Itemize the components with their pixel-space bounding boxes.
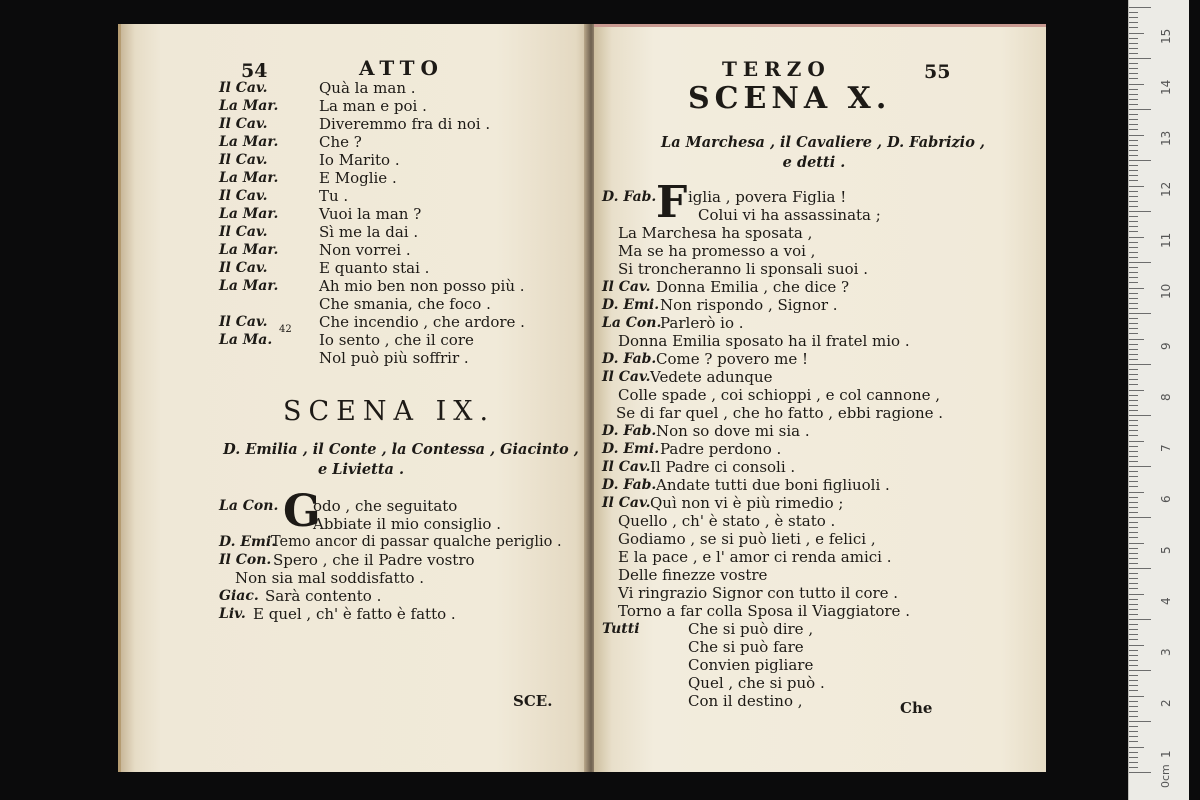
ruler-tick	[1129, 685, 1138, 686]
ruler-tick	[1129, 155, 1138, 156]
verse-line: Quì non vi è più rimedio ;	[650, 494, 844, 512]
ruler-tick	[1129, 430, 1138, 431]
ruler-tick	[1129, 267, 1138, 268]
ruler-tick	[1129, 339, 1144, 340]
verse-line: iglia , povera Figlia !	[688, 188, 847, 206]
verse-line: Non so dove mi sia .	[656, 422, 810, 440]
ruler-tick	[1129, 165, 1138, 166]
ruler-tick	[1129, 461, 1138, 462]
cast-list: e Livietta .	[317, 461, 405, 478]
ruler-tick	[1129, 747, 1144, 748]
speaker-label: La Ma.	[219, 332, 273, 348]
verse-line: Andate tutti due boni figliuoli .	[656, 476, 890, 494]
ruler-tick	[1129, 634, 1138, 635]
speaker-label: Il Cav.	[602, 279, 651, 295]
ruler-tick	[1129, 772, 1151, 773]
verse-line: La man e poi .	[319, 97, 427, 115]
ruler-number: 6	[1159, 495, 1173, 503]
ruler-tick	[1129, 109, 1151, 110]
ruler-tick	[1129, 486, 1138, 487]
ruler-tick	[1129, 435, 1138, 436]
speaker-label: La Mar.	[219, 98, 279, 114]
ruler-tick	[1129, 216, 1138, 217]
ruler-tick	[1129, 522, 1138, 523]
ruler-tick	[1129, 48, 1138, 49]
ruler-tick	[1129, 451, 1138, 452]
verse-line: Io Marito .	[319, 151, 400, 169]
speaker-label: La Con.	[219, 498, 279, 514]
ruler-tick	[1129, 313, 1151, 314]
ruler-tick	[1129, 58, 1151, 59]
ruler-number: 2	[1159, 699, 1173, 707]
ruler-tick	[1129, 639, 1138, 640]
ruler-tick	[1129, 762, 1138, 763]
ruler-tick	[1129, 262, 1151, 263]
ruler-number: 5	[1159, 546, 1173, 554]
ruler-tick	[1129, 303, 1138, 304]
ruler-tick	[1129, 619, 1151, 620]
verse-line: Abbiate il mio consiglio .	[313, 515, 501, 533]
verse-line: Parlerò io .	[660, 314, 744, 332]
ruler-tick	[1129, 629, 1138, 630]
ruler-tick	[1129, 272, 1138, 273]
verse-line: Ma se ha promesso a voi ,	[618, 242, 816, 260]
verse-line: Colui vi ha assassinata ;	[698, 206, 881, 224]
ruler-tick	[1129, 384, 1138, 385]
ruler-tick	[1129, 425, 1138, 426]
ruler-tick	[1129, 175, 1138, 176]
ruler-tick	[1129, 476, 1138, 477]
speaker-label: D. Fab.	[602, 477, 657, 493]
speaker-label: D. Emi.	[602, 441, 660, 457]
verse-line: Quello , ch' è stato , è stato .	[618, 512, 836, 530]
ruler-tick	[1129, 736, 1138, 737]
ruler-tick	[1129, 481, 1138, 482]
speaker-label: Il Cav.	[219, 80, 268, 96]
ruler-tick	[1129, 726, 1138, 727]
speaker-label: Tutti	[602, 621, 640, 637]
speaker-label: Il Cav.	[219, 188, 268, 204]
verse-line: La Marchesa ha sposata ,	[618, 224, 813, 242]
ruler-number: 7	[1159, 444, 1173, 452]
verse-line: Vuoi la man ?	[319, 205, 422, 223]
ruler-tick	[1129, 563, 1138, 564]
ruler-number: 1	[1159, 750, 1173, 758]
ruler-tick	[1129, 135, 1144, 136]
speaker-label: Giac.	[219, 588, 259, 604]
ruler-tick	[1129, 670, 1151, 671]
verse-line: Delle finezze vostre	[618, 566, 768, 584]
ruler-number: 9	[1159, 342, 1173, 350]
ruler-tick	[1129, 186, 1144, 187]
speaker-label: Il Cav.	[602, 459, 651, 475]
ruler-tick	[1129, 446, 1138, 447]
ruler-tick	[1129, 344, 1138, 345]
ruler-tick	[1129, 583, 1138, 584]
ruler-tick	[1129, 333, 1138, 334]
verse-line: Donna Emilia sposato ha il fratel mio .	[618, 332, 910, 350]
ruler-tick	[1129, 206, 1138, 207]
speaker-label: Il Cav.	[219, 260, 268, 276]
verse-line: Spero , che il Padre vostro	[273, 551, 475, 569]
verse-line: Che incendio , che ardore .	[319, 313, 525, 331]
speaker-label: La Mar.	[219, 206, 279, 222]
verse-line: Donna Emilia , che dice ?	[656, 278, 850, 296]
speaker-label: D. Fab.	[602, 423, 657, 439]
ruler-tick	[1129, 170, 1138, 171]
ruler-number: 10	[1159, 283, 1173, 299]
ruler-tick	[1129, 543, 1144, 544]
verse-line: Che ?	[319, 133, 362, 151]
verse-line: Io sento , che il core	[319, 331, 474, 349]
ruler-tick	[1129, 741, 1138, 742]
verse-line: Non sia mal soddisfatto .	[235, 569, 425, 587]
speaker-label: D. Fab.	[602, 351, 657, 367]
verse-line: Come ? povero me !	[656, 350, 809, 368]
ruler-number: 3	[1159, 648, 1173, 656]
speaker-label: La Mar.	[219, 242, 279, 258]
ruler-tick	[1129, 420, 1138, 421]
ruler-tick	[1129, 17, 1138, 18]
verse-line: Ah mio ben non posso più .	[319, 277, 525, 295]
ruler-tick	[1129, 532, 1138, 533]
ruler-tick	[1129, 78, 1138, 79]
ruler-tick	[1129, 721, 1151, 722]
verse-line: Che smania, che foco .	[319, 295, 491, 313]
verse-line: Nol può più soffrir .	[319, 349, 469, 367]
measuring-ruler	[1128, 0, 1189, 800]
speaker-label: Il Cav.	[219, 116, 268, 132]
verse-line: Non rispondo , Signor .	[660, 296, 838, 314]
ruler-tick	[1129, 282, 1138, 283]
ruler-unit: 0cm	[1159, 764, 1172, 788]
ruler-tick	[1129, 196, 1138, 197]
ruler-tick	[1129, 752, 1138, 753]
ruler-tick	[1129, 374, 1138, 375]
drop-capital: G	[283, 486, 321, 537]
ruler-number: 4	[1159, 597, 1173, 605]
ruler-number: 14	[1159, 79, 1173, 95]
ruler-tick	[1129, 400, 1138, 401]
right-running-head: TERZO	[722, 57, 831, 81]
verse-line: E quel , ch' è fatto è fatto .	[253, 605, 456, 623]
ruler-tick	[1129, 410, 1138, 411]
ruler-tick	[1129, 308, 1138, 309]
verse-line: Colle spade , coi schioppi , e col cannone ,	[618, 386, 941, 404]
ruler-number: 13	[1159, 130, 1173, 146]
verse-line: Con il destino ,	[688, 692, 803, 710]
ruler-tick	[1129, 211, 1151, 212]
speaker-label: D. Emi.	[219, 534, 277, 550]
ruler-tick	[1129, 359, 1138, 360]
ruler-tick	[1129, 104, 1138, 105]
speaker-label: Il Cav.	[602, 495, 651, 511]
ruler-tick	[1129, 609, 1138, 610]
ruler-tick	[1129, 517, 1151, 518]
scene-title: SCENA X.	[688, 81, 892, 116]
ruler-tick	[1129, 201, 1138, 202]
speaker-label: Il Cav.	[219, 224, 268, 240]
ruler-tick	[1129, 441, 1144, 442]
ruler-tick	[1129, 114, 1138, 115]
verse-line: Che si può dire ,	[688, 620, 814, 638]
ruler-tick	[1129, 288, 1144, 289]
verse-line: Sarà contento .	[265, 587, 382, 605]
verse-line: Se di far quel , che ho fatto , ebbi ragione .	[616, 404, 944, 422]
verse-line: Tu .	[319, 187, 349, 205]
ruler-tick	[1129, 665, 1138, 666]
verse-line: Vedete adunque	[650, 368, 773, 386]
ruler-tick	[1129, 68, 1138, 69]
drop-capital: F	[656, 177, 688, 228]
cast-list: La Marchesa , il Cavaliere , D. Fabrizio ,	[661, 134, 985, 151]
ruler-tick	[1129, 395, 1138, 396]
ruler-tick	[1129, 696, 1144, 697]
ruler-tick	[1129, 7, 1151, 8]
ruler-tick	[1129, 680, 1138, 681]
ruler-tick	[1129, 650, 1138, 651]
ruler-tick	[1129, 53, 1138, 54]
ruler-tick	[1129, 242, 1138, 243]
verse-line: E quanto stai .	[319, 259, 430, 277]
verse-line: Quel , che si può .	[688, 674, 825, 692]
ruler-tick	[1129, 553, 1138, 554]
ruler-tick	[1129, 604, 1138, 605]
ruler-tick	[1129, 124, 1138, 125]
verse-line: Il Padre ci consoli .	[650, 458, 796, 476]
right-page-number: 55	[924, 61, 951, 83]
verse-line: Diveremmo fra di noi .	[319, 115, 491, 133]
ruler-tick	[1129, 94, 1138, 95]
ruler-tick	[1129, 390, 1144, 391]
ruler-number: 11	[1159, 232, 1173, 248]
ruler-tick	[1129, 180, 1138, 181]
ruler-tick	[1129, 298, 1138, 299]
verse-line: Padre perdono .	[660, 440, 782, 458]
ruler-tick	[1129, 527, 1138, 528]
speaker-label: Il Con.	[219, 552, 272, 568]
ruler-tick	[1129, 512, 1138, 513]
ruler-tick	[1129, 731, 1138, 732]
ruler-tick	[1129, 614, 1138, 615]
ruler-tick	[1129, 716, 1138, 717]
speaker-label: D. Fab.	[602, 189, 657, 205]
ruler-tick	[1129, 226, 1138, 227]
ruler-tick	[1129, 471, 1138, 472]
ruler-tick	[1129, 257, 1138, 258]
speaker-label: D. Emi.	[602, 297, 660, 313]
speaker-label: Il Cav.	[602, 369, 651, 385]
catchword: SCE.	[513, 692, 553, 710]
left-page-number: 54	[241, 60, 268, 82]
ruler-tick	[1129, 354, 1138, 355]
ruler-tick	[1129, 690, 1138, 691]
ruler-tick	[1129, 645, 1144, 646]
ruler-tick	[1129, 497, 1138, 498]
ruler-tick	[1129, 364, 1151, 365]
ruler-tick	[1129, 318, 1138, 319]
speaker-label: La Mar.	[219, 134, 279, 150]
ruler-tick	[1129, 89, 1138, 90]
verse-line: Temo ancor di passar qualche periglio .	[271, 534, 562, 550]
ruler-tick	[1129, 588, 1138, 589]
cast-list: e detti .	[782, 154, 846, 171]
ruler-tick	[1129, 277, 1138, 278]
ruler-tick	[1129, 701, 1138, 702]
ruler-tick	[1129, 231, 1138, 232]
ruler-tick	[1129, 33, 1144, 34]
speaker-label: La Con.	[602, 315, 662, 331]
ruler-tick	[1129, 73, 1138, 74]
ruler-tick	[1129, 191, 1138, 192]
verse-line: Si troncheranno li sponsali suoi .	[618, 260, 868, 278]
speaker-label: La Mar.	[219, 278, 279, 294]
ruler-tick	[1129, 63, 1138, 64]
verse-line: Che si può fare	[688, 638, 804, 656]
ruler-tick	[1129, 492, 1144, 493]
ruler-number: 12	[1159, 181, 1173, 197]
ruler-tick	[1129, 456, 1138, 457]
ruler-tick	[1129, 22, 1138, 23]
ruler-tick	[1129, 293, 1138, 294]
speaker-label: Il Cav.	[219, 152, 268, 168]
ruler-tick	[1129, 247, 1138, 248]
verse-line: Quà la man .	[319, 79, 416, 97]
ruler-tick	[1129, 140, 1138, 141]
ruler-tick	[1129, 624, 1138, 625]
right-page	[594, 24, 1046, 772]
ruler-number: 8	[1159, 393, 1173, 401]
ruler-tick	[1129, 252, 1138, 253]
ruler-tick	[1129, 466, 1151, 467]
verse-line: Convien pigliare	[688, 656, 814, 674]
ruler-tick	[1129, 578, 1138, 579]
ruler-tick	[1129, 415, 1151, 416]
ruler-tick	[1129, 328, 1138, 329]
verse-line: odo , che seguitato	[313, 497, 458, 515]
ruler-tick	[1129, 573, 1138, 574]
ruler-tick	[1129, 548, 1138, 549]
ruler-tick	[1129, 594, 1144, 595]
verse-line: Torno a far colla Sposa il Viaggiatore .	[618, 602, 910, 620]
ruler-tick	[1129, 221, 1138, 222]
ruler-tick	[1129, 237, 1144, 238]
open-book	[118, 24, 1046, 772]
verse-line: Sì me la dai .	[319, 223, 419, 241]
ruler-tick	[1129, 160, 1151, 161]
ruler-tick	[1129, 145, 1138, 146]
left-page	[118, 24, 590, 772]
cast-list: D. Emilia , il Conte , la Contessa , Giacinto ,	[223, 441, 579, 458]
ruler-tick	[1129, 43, 1138, 44]
ruler-tick	[1129, 323, 1138, 324]
ruler-tick	[1129, 99, 1138, 100]
speaker-label: La Mar.	[219, 170, 279, 186]
verse-line: E Moglie .	[319, 169, 397, 187]
ruler-tick	[1129, 379, 1138, 380]
ruler-tick	[1129, 349, 1138, 350]
verse-line: Vi ringrazio Signor con tutto il core .	[618, 584, 899, 602]
ruler-tick	[1129, 706, 1138, 707]
ruler-tick	[1129, 537, 1138, 538]
ruler-tick	[1129, 599, 1138, 600]
verse-line: E la pace , e l' amor ci renda amici .	[618, 548, 892, 566]
catchword: Che	[900, 699, 933, 717]
ruler-tick	[1129, 119, 1138, 120]
ruler-tick	[1129, 558, 1138, 559]
marginal-note: 42	[279, 324, 292, 335]
ruler-tick	[1129, 711, 1138, 712]
ruler-tick	[1129, 405, 1138, 406]
ruler-number: 15	[1159, 28, 1173, 44]
verse-line: Non vorrei .	[319, 241, 411, 259]
ruler-tick	[1129, 369, 1138, 370]
speaker-label: Liv.	[219, 606, 246, 622]
ruler-tick	[1129, 660, 1138, 661]
left-running-head: ATTO	[359, 56, 444, 80]
ruler-tick	[1129, 757, 1138, 758]
ruler-tick	[1129, 12, 1138, 13]
ruler-tick	[1129, 150, 1138, 151]
ruler-tick	[1129, 675, 1138, 676]
ruler-tick	[1129, 655, 1138, 656]
scene-title: SCENA IX.	[283, 396, 496, 427]
speaker-label: Il Cav.	[219, 314, 268, 330]
ruler-tick	[1129, 767, 1138, 768]
ruler-tick	[1129, 507, 1138, 508]
ruler-tick	[1129, 84, 1144, 85]
ruler-tick	[1129, 27, 1138, 28]
verse-line: Godiamo , se si può lieti , e felici ,	[618, 530, 876, 548]
ruler-tick	[1129, 502, 1138, 503]
ruler-tick	[1129, 129, 1138, 130]
ruler-tick	[1129, 568, 1151, 569]
ruler-tick	[1129, 38, 1138, 39]
